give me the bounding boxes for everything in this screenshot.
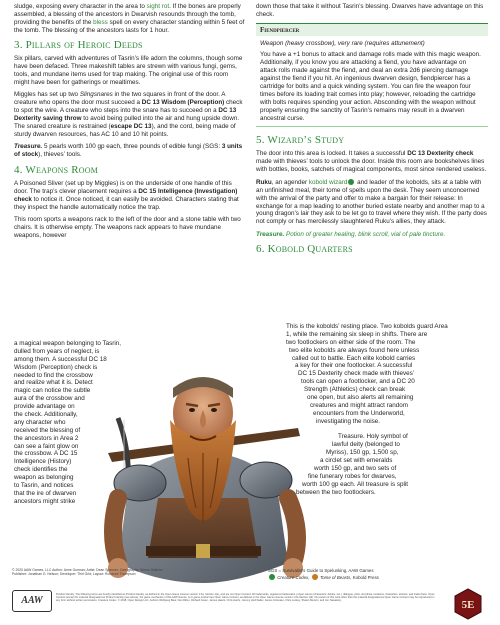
paragraph-4b: This room sports a weapons rack to the left of the door and a stone table with two chairs. It is otherwise empty. The weapons rack appears to have mundane weapons, however: [14, 216, 241, 239]
text: made with thieves’ tools to unlock the door. Inside this room are bookshelves lines with bottles, books, satchels of magical components, most since rendered useless.: [256, 158, 487, 174]
wrap-line: dulled from years of neglect, is: [14, 347, 100, 355]
treasure-label: Treasure.: [256, 230, 285, 238]
ruku-name: Ruku: [256, 178, 272, 186]
wrap-line: Treasure. Holy symbol of: [338, 433, 408, 441]
section-heading-5: 5. Wizard’s Study: [256, 134, 345, 147]
wrap-line: Strength (Athletics) check can break: [304, 386, 406, 394]
wrap-line: worth 100 gp each. All treasure is split: [302, 480, 409, 488]
dwarf-eye: [189, 408, 195, 412]
wrap-line: creatures and might attract random: [310, 401, 408, 409]
text: check to spot the wire. A creature who steps into the snare has to succeed on a: [14, 99, 243, 115]
text: in the two squares in front of the door. A creature who opens the door must succeed a: [14, 91, 226, 107]
wrap-line: aura of the crossbow and: [14, 395, 85, 403]
text: sludge, exposing every character in the area to: [14, 3, 147, 10]
sidebar-body: You have a +1 bonus to attack and damage rolls made with this magic weapon. Additionally, if you know you are attacking a fiend, you have advantage on attack rolls made against the fiend, and deal an extra 2d6 piercing damage against the fiend if you hit. An ingenious dwarven design, fiendpiercer has a cartridge for bolts and a quick winding system. You can fire the weapon four times before its loading trait comes into play; however, reloading the cartridge with bolts requires spending your action. Absconding with the weapon without properly ensuring the sanctity of Tasrin’s remains may result in a dwarven ancestral curse.: [260, 51, 481, 122]
text: 5 pearls worth 100 gp each, three pounds of edible fungi (SGS:: [42, 143, 222, 151]
treasure-5: [256, 231, 488, 239]
wrap-line: Myriss), 150 gp, 1,500 sp,: [326, 449, 399, 457]
belt-buckle: [196, 544, 210, 558]
magic-item-sidebar: [256, 23, 488, 127]
codex-line: [268, 574, 458, 581]
tome-of-beasts-icon: [312, 574, 318, 580]
tome-of-beasts-label: Tome of Beasts: [319, 574, 351, 580]
badge-label: 5E: [461, 599, 475, 611]
dc-check: DC 13 Dexterity check: [407, 150, 474, 158]
wrap-line: needed to find the crossbow: [14, 371, 93, 379]
paragraph-3a: Six pillars, carved with adventures of Tasrin’s life adorn the columns, though some have been defaced. Three makeshift tables are strewn with various fungi, gems, tools, and mundane items used for trap making. The original use of this room might have been for gatherings or mealtimes.: [14, 55, 243, 86]
treasure-label: Treasure.: [14, 143, 43, 151]
legal-text: Product Identity: The following items are hereby identified as Product Identity, as defined in the Open Game License version 1.0a, Section 1(e), and are not Open Content: All trademarks, registered trademarks, proper names (characters, deities, etc.), dialogue, plots, storylines, locations, characters, artwork, and trade dress. Open Content: Except for material designated as Product Identity (see above), the game mechanics of this AAW Games, LLC game product are Open Game Content, as defined in the Open Game License version 1.0a Section 1(d). No portion of this work other than the material designated as Open Game Content may be reproduced in any form without written permission. Creature Codex. © 2018, Open Design LLC; Authors Wolfgang Baur, Dan Dillon, Richard Green, James Haeck, Chris Harris, Jeremy Hochhalter, James Introcaso, Chris Lockey, Shawn Merwin, and Jon Sawatsky.: [56, 593, 435, 603]
wrap-line: between the two footlockers.: [296, 488, 376, 496]
wrap-line: This is the kobolds’ resting place. Two kobolds guard Area: [286, 323, 448, 330]
dc-check: DC 13 Wisdom (Perception): [141, 99, 225, 107]
wrap-line: worth 150 gp, and two sets of: [314, 465, 397, 473]
text: ), and the cord, being made of sturdy dwarven resources, has AC 10 and 10 hit points.: [14, 123, 236, 138]
treasure-3: [14, 143, 245, 159]
creature-codex-label: Creature Codex: [277, 574, 309, 580]
wrap-line: to Tasrin, and notices: [14, 482, 74, 490]
dwarf-right-arm: [288, 498, 297, 563]
text: to avoid being pulled into the air and hung upside down. The snared creature is restrained (: [14, 115, 240, 131]
text: to notice it. Once noticed, it can easily be avoided. Characters stating that they inspect the handle automatically notice the trap.: [14, 195, 239, 211]
paragraph-top: down those that take it without Tasrin’s blessing. Dwarves have advantage on this check.: [256, 3, 484, 18]
text: spell on every character standing within 5 feet of the tomb. The blessing of the ancestors lasts for 1 hour.: [14, 18, 245, 34]
dc-check: DC 15 Intelligence (Investigation) check: [14, 187, 238, 203]
wrap-line: Wisdom (Perception) check is: [14, 363, 98, 371]
wrap-line: the check. Additionally,: [14, 411, 78, 419]
paragraph-5a: [256, 150, 488, 174]
wrap-line: a magical weapon belonging to Tasrin,: [14, 340, 122, 347]
spell-link: bless: [93, 18, 108, 26]
wrap-line: ancestors might strike: [14, 497, 76, 505]
wrap-line: weapon as belonging: [14, 474, 74, 482]
wrap-line: two footlockers on either side of the room. The: [286, 338, 416, 346]
wrap-line: a key for their one footlocker. A successful: [295, 362, 413, 370]
section-heading-4: 4. Weapons Room: [14, 163, 99, 176]
dc-check: DC 13 Dexterity saving throw: [14, 107, 237, 123]
publisher-label: , Kobold Press: [350, 574, 379, 580]
creature-codex-icon: [269, 574, 275, 580]
wrap-line: any character who: [14, 418, 66, 426]
aaw-games-logo: AAW: [12, 590, 52, 612]
wrap-line: Intelligence (History): [14, 458, 72, 466]
right-column: [256, 3, 488, 259]
wrap-line: two elite kobolds are always found here unless: [289, 346, 420, 354]
sgs-line: SGS = Survivalist’s Guide to Spelunking, AAW Games: [268, 568, 374, 573]
wrap-line: called out to battle. Each elite kobold carries: [292, 354, 416, 362]
paragraph-3b: [14, 91, 245, 138]
text: . If the bones are properly assembled, a blessing of the ancestors in Dwarvish resounds through the tomb, providing the benefits of the: [14, 3, 241, 26]
text: ), thieves’ tools.: [38, 151, 82, 159]
wrap-line: and realize what it is. Detect: [14, 379, 93, 387]
wrap-line: investigating the noise.: [316, 417, 381, 425]
wrap-line: fine funerary robes for dwarves,: [308, 472, 397, 480]
wrap-line: among them. A successful DC 18: [14, 355, 107, 363]
left-column: [14, 3, 245, 244]
fifth-edition-badge: [452, 588, 484, 620]
creature-codex-icon: [348, 179, 354, 185]
wrap-line: check identifies the: [14, 466, 68, 474]
stock-units: 3 units of stock: [14, 143, 243, 159]
wrap-line: the crossbow. A DC 15: [14, 450, 78, 458]
wrap-line: lawful deity (belonged to: [332, 441, 400, 449]
paragraph-4a: [14, 180, 245, 212]
dc-check: escape DC 13: [110, 123, 152, 131]
wrap-line: tools can open a footlocker, and a DC 20: [301, 378, 415, 386]
kobold-wizard-link: kobold wizard: [308, 178, 348, 186]
text: A Poisoned Sliver (set up by Miggles) is on the underside of one handle of this door. The trap’s clever placement requires a: [14, 179, 232, 195]
text: , an agender: [271, 178, 309, 186]
intro-paragraph: [14, 3, 245, 35]
treasure-items: Potion of greater healing, blink scroll, vial of pale tincture.: [284, 230, 446, 238]
wrap-line: that the ire of dwarven: [14, 489, 77, 497]
spell-link: sight rot: [146, 3, 170, 10]
wrap-line: 1, while the remaining six sleep in shifts. There are: [286, 330, 428, 338]
wrap-line: provide advantage on: [14, 403, 75, 411]
wrap-line: a circlet set with emeralds: [320, 457, 393, 465]
section-heading-3: 3. Pillars of Heroic Deeds: [14, 39, 143, 52]
sidebar-title: Fiendpiercer: [256, 23, 488, 36]
wrap-line: received the blessing of: [14, 426, 81, 434]
page-footer: [0, 568, 500, 625]
section-heading-6: 6. Kobold Quarters: [256, 243, 353, 256]
text: The door into this area is locked. It takes a successful: [256, 150, 408, 158]
wrap-line: can see a faint glow on: [14, 442, 79, 450]
slingsnares-term: Slingsnares: [79, 91, 113, 99]
wrap-line: the ancestors in Area 2: [14, 434, 79, 442]
sidebar-subtitle: Weapon (heavy crossbow), very rare (requires attunement): [260, 40, 425, 48]
dwarf-warrior-illustration: [88, 358, 318, 598]
dwarf-eye: [211, 408, 217, 412]
wrap-line: DC 15 Dexterity check made with thieves’: [298, 370, 415, 378]
dwarf-left-arm: [113, 498, 118, 563]
text: Miggles has set up two: [14, 91, 80, 99]
wrap-line: magic can notice the subtle: [14, 387, 91, 395]
sgs-legend: [268, 568, 458, 580]
text: and leader of the kobolds, sits at a table with an unfinished meal, their tome of spells upon the desk. They seem unconcerned with the arrival of the party and offer to make a bargain for their release: In exchange for a map leading to another buried estate nearby and another map to a young dragon’s lair they ask to be let go to travel where they wish. If the party does not comply or has mercilessly slaughtered Ruku’s allies, they attack.: [256, 178, 487, 226]
wrap-line: one open, but also alerts all remaining: [307, 394, 414, 402]
separator: ,: [308, 574, 310, 580]
paragraph-5b: [256, 179, 488, 226]
credits-text: © 2020 AAW Games, LLC Author: Anne Gurman; Artist: Dean Spencer; Cartography: Simon Salerno Publisher: Jonathan G. Nelson; Developer: Thiri Grid; Layout: Roxanne Thompson: [12, 568, 163, 576]
wrap-line: encounters from the Underworld,: [313, 409, 405, 417]
